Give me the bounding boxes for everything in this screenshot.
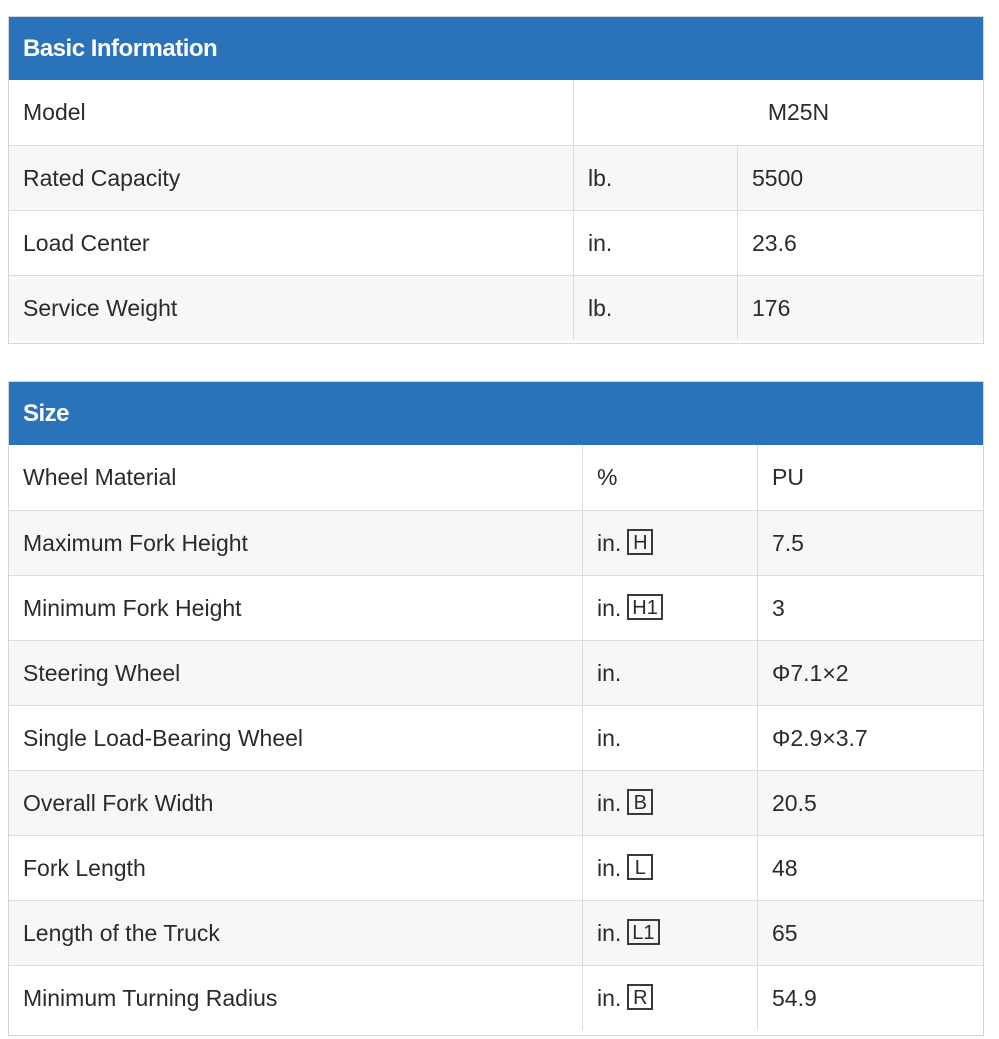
row-value: 20.5 xyxy=(757,771,983,835)
row-value: PU xyxy=(757,445,983,510)
table-row xyxy=(9,835,983,900)
table-row xyxy=(9,705,983,770)
table-row xyxy=(9,210,983,275)
row-value: 176 xyxy=(737,276,983,340)
row-unit xyxy=(582,576,757,640)
unit-text: in. xyxy=(597,530,622,556)
table-row xyxy=(9,275,983,340)
row-unit: lb. xyxy=(573,146,737,210)
row-value: 5500 xyxy=(737,146,983,210)
row-label: Minimum Turning Radius xyxy=(23,985,278,1011)
basic-information-table xyxy=(8,16,984,344)
row-label: Load Center xyxy=(23,230,150,256)
row-value: Φ2.9×3.7 xyxy=(757,706,983,770)
table-row-model xyxy=(9,80,983,145)
row-unit xyxy=(582,706,757,770)
row-label: Overall Fork Width xyxy=(23,790,214,816)
row-unit: lb. xyxy=(573,276,737,340)
size-header: Size xyxy=(9,382,983,445)
row-label: Minimum Fork Height xyxy=(23,595,242,621)
row-label: Length of the Truck xyxy=(23,920,220,946)
dimension-code-badge: H xyxy=(627,529,653,555)
row-label: Service Weight xyxy=(23,295,178,321)
unit-text: in. xyxy=(597,855,622,881)
row-label: Maximum Fork Height xyxy=(23,530,248,556)
unit-text: in. xyxy=(597,660,622,686)
dimension-code-badge: B xyxy=(627,789,653,815)
unit-text: in. xyxy=(597,985,622,1011)
dimension-code-badge: H1 xyxy=(627,594,663,620)
table-row xyxy=(9,445,983,510)
row-unit xyxy=(582,445,757,510)
row-value: 65 xyxy=(757,901,983,965)
size-table xyxy=(8,381,984,1036)
row-value: Φ7.1×2 xyxy=(757,641,983,705)
model-value: M25N xyxy=(573,80,983,145)
row-value: 3 xyxy=(757,576,983,640)
row-label: Model xyxy=(23,99,86,125)
unit-text: % xyxy=(597,464,618,490)
unit-text: in. xyxy=(597,725,622,751)
dimension-code-badge: R xyxy=(627,984,653,1010)
row-value: 48 xyxy=(757,836,983,900)
row-value: 7.5 xyxy=(757,511,983,575)
row-label: Rated Capacity xyxy=(23,165,181,191)
row-label: Wheel Material xyxy=(23,464,177,490)
table-row xyxy=(9,900,983,965)
row-value: 23.6 xyxy=(737,211,983,275)
row-label: Steering Wheel xyxy=(23,660,181,686)
row-unit xyxy=(582,511,757,575)
row-unit: in. xyxy=(573,211,737,275)
row-unit xyxy=(582,901,757,965)
row-unit xyxy=(582,966,757,1030)
row-unit xyxy=(582,771,757,835)
table-row xyxy=(9,510,983,575)
unit-text: in. xyxy=(597,595,622,621)
unit-text: in. xyxy=(597,920,622,946)
table-row xyxy=(9,575,983,640)
table-row xyxy=(9,640,983,705)
row-value: 54.9 xyxy=(757,966,983,1030)
dimension-code-badge: L xyxy=(627,854,653,880)
row-label: Single Load-Bearing Wheel xyxy=(23,725,304,751)
table-row xyxy=(9,770,983,835)
row-unit xyxy=(582,641,757,705)
row-unit xyxy=(582,836,757,900)
table-row xyxy=(9,145,983,210)
unit-text: in. xyxy=(597,790,622,816)
row-label: Fork Length xyxy=(23,855,146,881)
basic-information-header: Basic Information xyxy=(9,17,983,80)
table-row xyxy=(9,965,983,1030)
dimension-code-badge: L1 xyxy=(627,919,659,945)
